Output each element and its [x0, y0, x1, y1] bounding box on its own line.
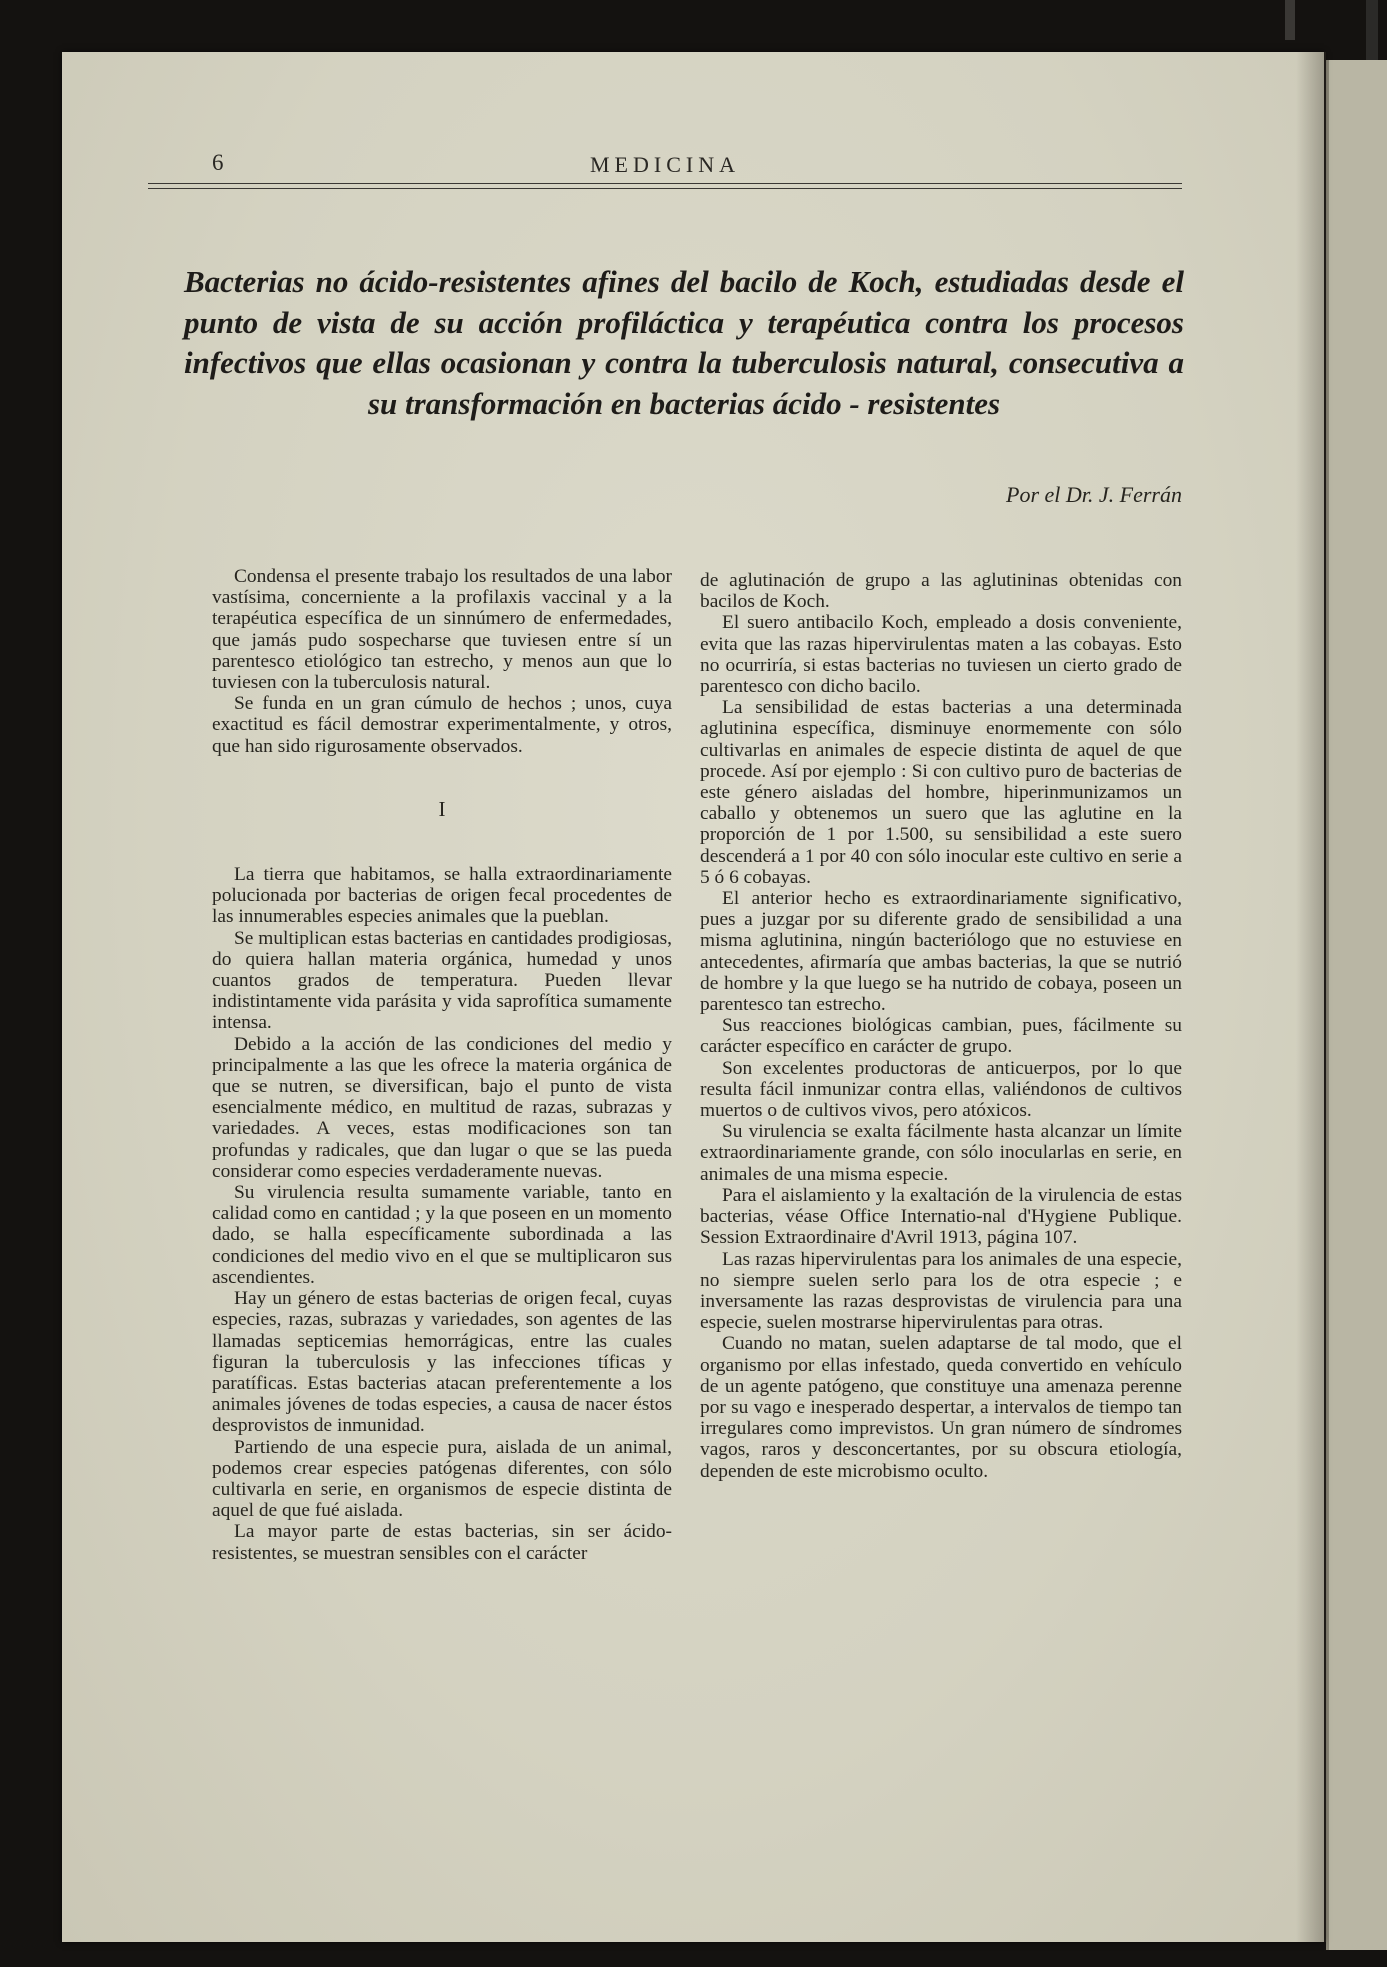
- paragraph: El anterior hecho es extraordinariamente significativo, pues a juzgar por su diferente grado de sensibilidad a una misma aglutinina, ningún bacteriólogo que no estuviese en antecedentes, afirmaría que ambas bacterias, la que se nutrió de hombre y la que luego se ha nutrido de cobaya, poseen un parentesco tan estrecho.: [700, 888, 1182, 1016]
- paragraph: El suero antibacilo Koch, empleado a dosis conveniente, evita que las razas hipervirulentas maten a las cobayas. Esto no ocurriría, si estas bacterias no tuviesen un cierto grado de parentesco con dicho bacilo.: [700, 612, 1182, 698]
- section-number: I: [438, 796, 446, 821]
- paragraph: La mayor parte de estas bacterias, sin ser ácido-resistentes, se muestran sensibles con el carácter: [212, 1521, 672, 1564]
- paragraph: Cuando no matan, suelen adaptarse de tal modo, que el organismo por ellas infestado, queda convertido en vehículo de un agente patógeno, que constituye una amenaza perenne por su vago e inesperado despertar, a intervalos de tiempo tan irregulares como imprevistos. Un gran número de síndromes vagos, raros y desconcertantes, por su obscura etiología, dependen de este microbismo oculto.: [700, 1333, 1182, 1482]
- paragraph: La sensibilidad de estas bacterias a una determinada aglutinina específica, disminuye enormemente con sólo cultivarlas en animales de especie distinta de aquel de que procede. Así por ejemplo : Si con cultivo puro de bacterias de este género aisladas del hombre, hiperinmunizamos un caballo y obtenemos un suero que las aglutine en la proporción de 1 por 1.500, su sensibilidad a este suero descenderá a 1 por 40 con sólo inocular este cultivo en serie a 5 ó 6 cobayas.: [700, 697, 1182, 888]
- paragraph: Se funda en un gran cúmulo de hechos ; unos, cuya exactitud es fácil demostrar experimentalmente, y otros, que han sido rigurosamente observados.: [212, 693, 672, 757]
- article-title: Bacterias no ácido-resistentes afines del bacilo de Koch, estudiadas desde el punto de vista de su acción profiláctica y terapéutica contra los procesos infectivos que ellas ocasionan y contra la tuberculosis natural, consecutiva a su transformación en bacterias ácido - resistentes: [184, 264, 1184, 421]
- left-column: [212, 566, 672, 1564]
- paragraph: Condensa el presente trabajo los resultados de una labor vastísima, concerniente a la profilaxis vaccinal y a la terapéutica específica de un sinnúmero de enfermedades, que jamás pudo sospecharse que tuviesen entre sí un parentesco etiológico tan estrecho, y menos aun que lo tuviesen con la tuberculosis natural.: [212, 566, 672, 694]
- paragraph: Partiendo de una especie pura, aislada de un animal, podemos crear especies patógenas diferentes, con sólo cultivarla en serie, en organismos de especie distinta de aquel de que fué aislada.: [212, 1436, 672, 1522]
- paragraph: Hay un género de estas bacterias de origen fecal, cuyas especies, razas, subrazas y variedades, son agentes de las llamadas septicemias hemorrágicas, entre las cuales figuran la tuberculosis y las infecciones tíficas y paratíficas. Estas bacterias atacan preferentemente a los animales jóvenes de todas especies, a causa de nacer éstos desprovistos de inmunidad.: [212, 1288, 672, 1437]
- paragraph: Las razas hipervirulentas para los animales de una especie, no siempre suelen serlo para los de otra especie ; e inversamente las razas desprovistas de virulencia para una especie, suelen mostrarse hipervirulentas para otras.: [700, 1248, 1182, 1334]
- scan-edge-mark: [1366, 0, 1378, 60]
- paragraph: Su virulencia se exalta fácilmente hasta alcanzar un límite extraordinariamente grande, con sólo inocularlas en serie, en animales de una misma especie.: [700, 1121, 1182, 1185]
- paragraph: Debido a la acción de las condiciones del medio y principalmente a las que les ofrece la materia orgánica de que se nutren, se diversifican, bajo el punto de vista esencialmente médico, en multitud de razas, subrazas y variedades. A veces, estas modificaciones son tan profundas y radicales, que dan lugar o que se las pueda considerar como especies verdaderamente nuevas.: [212, 1033, 672, 1182]
- scan-edge-mark: [1285, 0, 1295, 40]
- paragraph: Son excelentes productoras de anticuerpos, por lo que resulta fácil inmunizar contra ellas, valiéndonos de cultivos muertos o de cultivos vivos, pero atóxicos.: [700, 1057, 1182, 1122]
- header-rule: [148, 183, 1182, 184]
- page-number: 6: [212, 150, 224, 175]
- journal-name: MEDICINA: [590, 152, 740, 177]
- adjacent-page-edge: [1326, 60, 1387, 1950]
- paragraph: Para el aislamiento y la exaltación de la virulencia de estas bacterias, véase Office Internatio-nal d'Hygiene Publique. Session Extraordinaire d'Avril 1913, página 107.: [700, 1184, 1182, 1249]
- binding-shadow: [1296, 52, 1326, 1942]
- header-rule: [148, 188, 1182, 189]
- paragraph: de aglutinación de grupo a las aglutininas obtenidas con bacilos de Koch.: [700, 570, 1182, 613]
- paragraph: Se multiplican estas bacterias en cantidades prodigiosas, do quiera hallan materia orgánica, humedad y unos cuantos grados de temperatura. Pueden llevar indistintamente vida parásita y vida saprofítica sumamente intensa.: [212, 927, 672, 1034]
- right-column: [700, 570, 1182, 1482]
- article-author: Por el Dr. J. Ferrán: [1006, 482, 1182, 507]
- paragraph: La tierra que habitamos, se halla extraordinariamente polucionada por bacterias de origen fecal procedentes de las innumerables especies animales que la pueblan.: [212, 864, 672, 928]
- paragraph: Su virulencia resulta sumamente variable, tanto en calidad como en cantidad ; y la que poseen en un momento dado, se halla específicamente subordinada a las condiciones del medio vivo en el que se multiplicaron sus ascendientes.: [212, 1182, 672, 1288]
- page-header: [148, 150, 1182, 190]
- paragraph: Sus reacciones biológicas cambian, pues, fácilmente su carácter específico en carácter de grupo.: [700, 1015, 1182, 1058]
